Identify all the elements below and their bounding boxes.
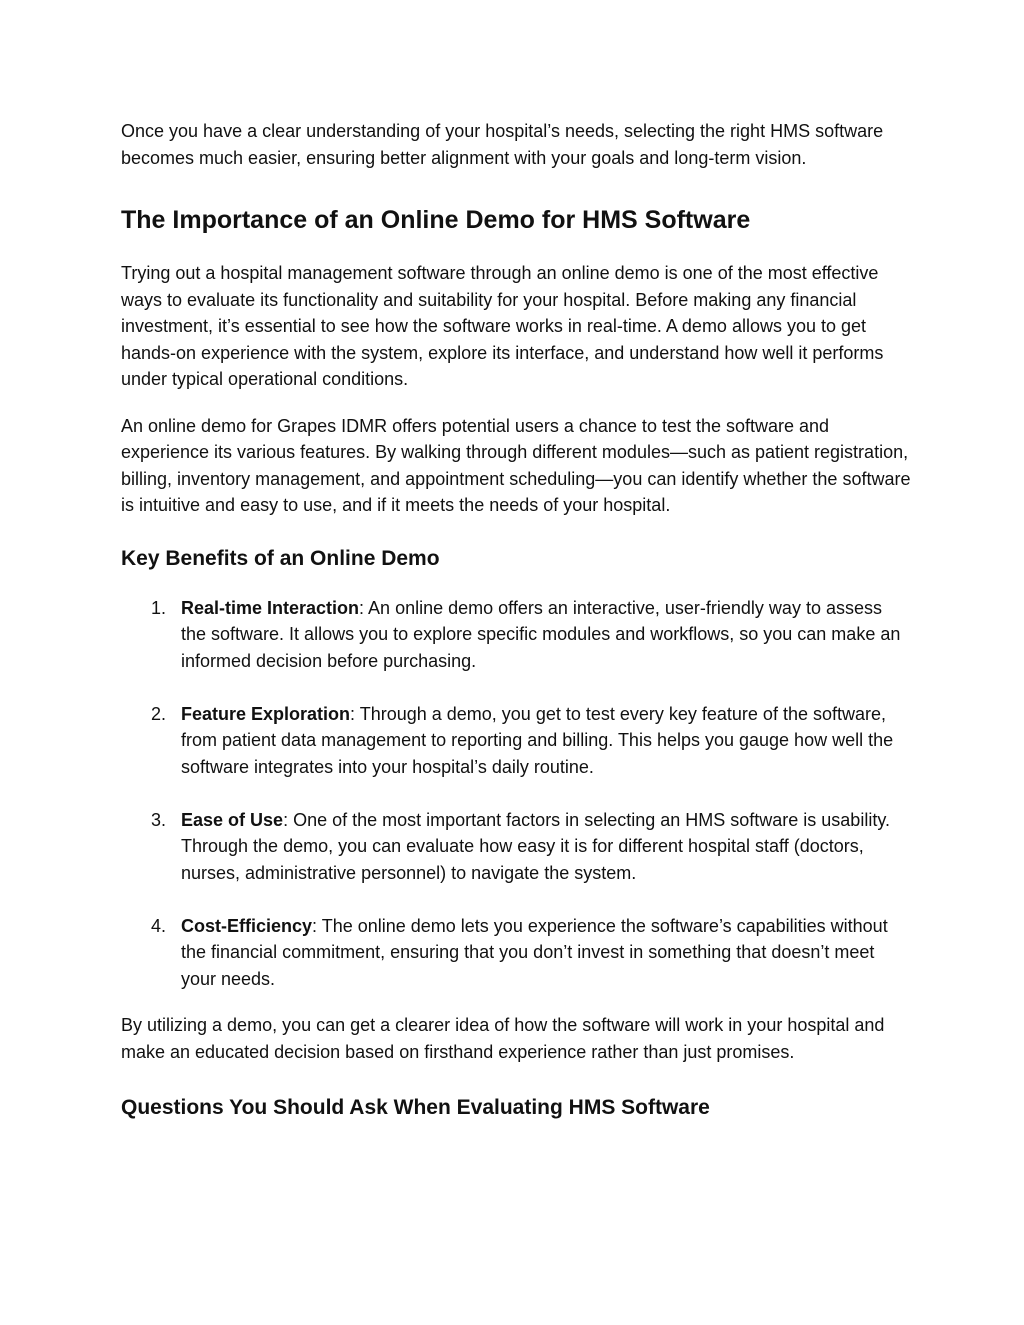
list-item-title: Ease of Use [181, 809, 284, 830]
list-item-text: : The online demo lets you experience the software’s capabilities without the financial commitment, ensuring that you don’t invest in something that doesn’t meet your needs. [181, 915, 888, 989]
list-item-text: : An online demo offers an interactive, user-friendly way to assess the software. It allows you to explore specific modules and workflows, so you can make an informed decision before purchasing. [181, 597, 901, 671]
list-item [121, 595, 911, 675]
benefits-closing-paragraph: By utilizing a demo, you can get a clearer idea of how the software will work in your hospital and make an educated decision based on firsthand experience rather than just promises. [121, 1015, 885, 1062]
list-item [121, 913, 911, 993]
list-item-number: 4. [151, 915, 167, 936]
document-page [121, 118, 911, 1122]
list-item-text: : One of the most important factors in selecting an HMS software is usability. Through the demo, you can evaluate how easy it is for different hospital staff (doctors, nurses, administrative personnel) to navigate the system. [181, 809, 890, 883]
list-item [121, 701, 911, 781]
list-item-title: Feature Exploration [181, 703, 351, 724]
list-item-title: Cost-Efficiency [181, 915, 313, 936]
importance-paragraph-1: Trying out a hospital management software through an online demo is one of the most effective ways to evaluate its functionality and suitability for your hospital. Before making any financial investment, it’s essential to see how the software works in real-time. A demo allows you to get hands-on experience with the system, explore its interface, and understand how well it performs under typical operational conditions. [121, 263, 884, 389]
list-item-title: Real-time Interaction [181, 597, 360, 618]
list-item-number: 1. [151, 597, 167, 618]
questions-heading: Questions You Should Ask When Evaluating HMS Software [121, 1096, 710, 1119]
importance-heading: The Importance of an Online Demo for HMS Software [121, 206, 751, 234]
importance-paragraph-2: An online demo for Grapes IDMR offers potential users a chance to test the software and experience its various features. By walking through different modules—such as patient registration, billing, inventory management, and appointment scheduling—you can identify whether the software is intuitive and easy to use, and if it meets the needs of your hospital. [121, 415, 911, 515]
intro-paragraph: Once you have a clear understanding of your hospital’s needs, selecting the right HMS software becomes much easier, ensuring better alignment with your goals and long-term vision. [121, 121, 884, 168]
list-item [121, 807, 911, 887]
benefits-list [121, 595, 911, 993]
list-item-number: 2. [151, 703, 167, 724]
list-item-number: 3. [151, 809, 167, 830]
benefits-heading: Key Benefits of an Online Demo [121, 546, 440, 570]
list-item-text: : Through a demo, you get to test every key feature of the software, from patient data management to reporting and billing. This helps you gauge how well the software integrates into your hospital’s daily routine. [181, 703, 894, 777]
